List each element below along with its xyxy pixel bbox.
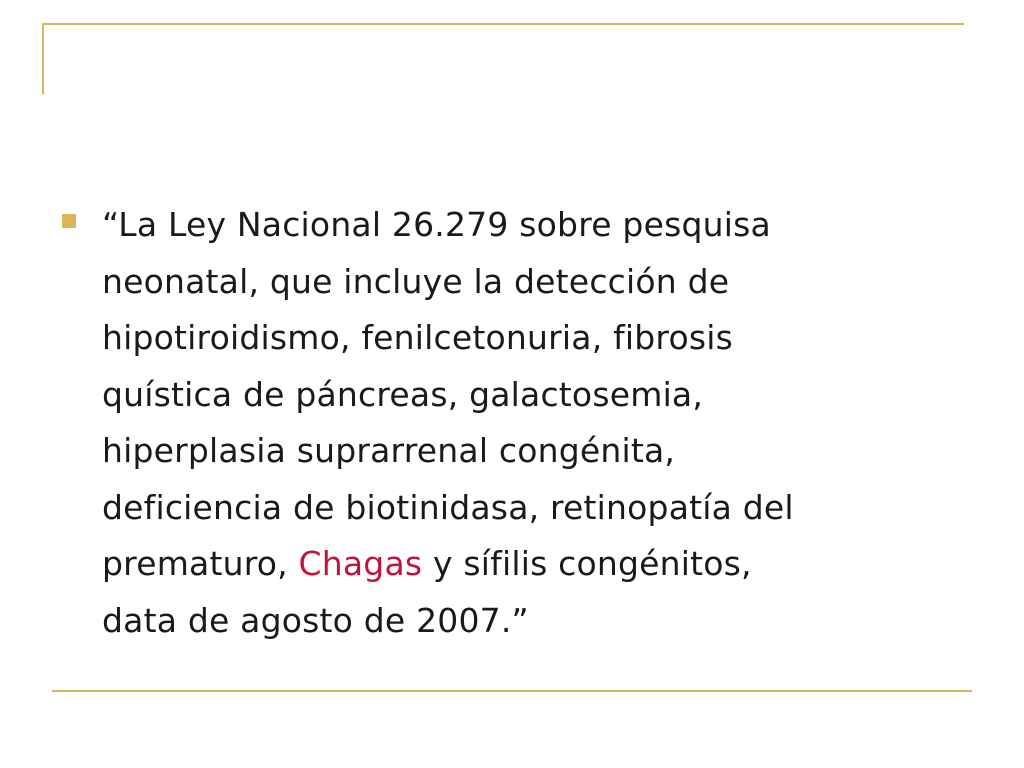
bullet-item	[62, 197, 962, 649]
text-line-7-start: prematuro,	[102, 544, 299, 583]
top-border-rule	[42, 23, 964, 25]
text-line-1: “La Ley Nacional 26.279 sobre pesquisa	[102, 205, 771, 244]
square-bullet-icon	[62, 214, 76, 228]
text-line-3: hipotiroidismo, fenilcetonuria, fibrosis	[102, 318, 733, 357]
left-border-rule	[42, 23, 44, 94]
text-line-4: quística de páncreas, galactosemia,	[102, 374, 704, 414]
text-line-7-end: y sífilis congénitos,	[422, 544, 752, 583]
highlighted-term-chagas: Chagas	[298, 544, 423, 583]
text-line-7	[102, 536, 962, 593]
text-line-8: data de agosto de 2007.”	[102, 600, 529, 640]
bullet-text	[102, 197, 962, 649]
bottom-border-rule	[52, 690, 972, 692]
text-line-2: neonatal, que incluye la detección de	[102, 261, 730, 301]
text-line-5: hiperplasia suprarrenal congénita,	[102, 431, 676, 470]
text-line-6: deficiencia de biotinidasa, retinopatía del	[102, 487, 794, 527]
